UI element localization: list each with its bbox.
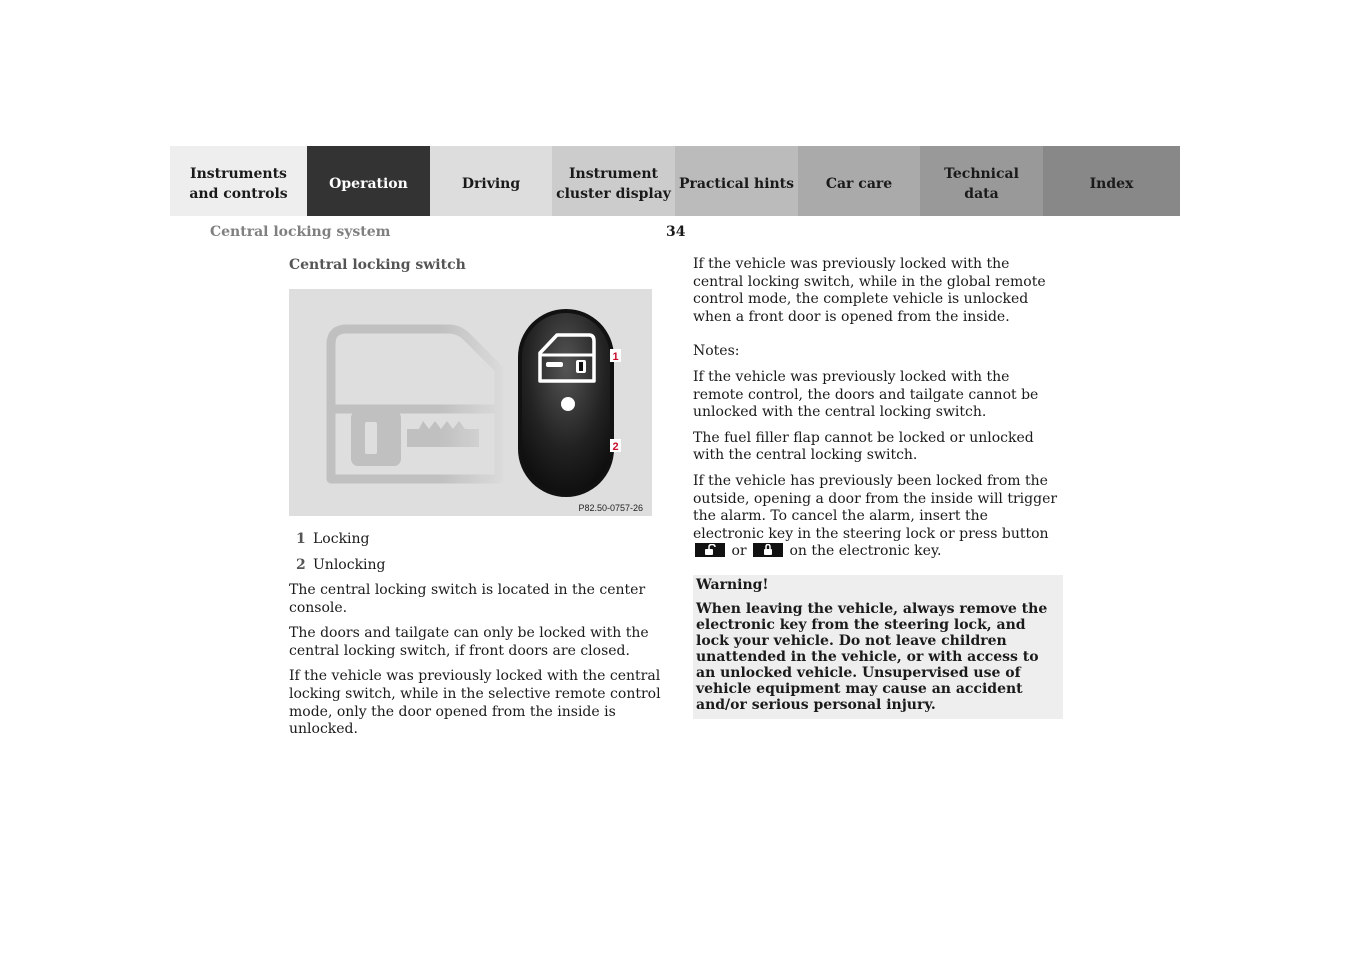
body-paragraph: If the vehicle was previously locked with the central locking switch, while in the selective remote control mode, only the door opened from the inside is unlocked.: [289, 668, 661, 738]
body-paragraph: If the vehicle was previously locked with the central locking switch, while in the global remote control mode, the complete vehicle is unlocked when a front door is opened from the inside.: [693, 256, 1046, 325]
tab-label: Driving: [461, 176, 521, 192]
note-text: or: [731, 543, 747, 560]
callout-2-icon: [610, 439, 621, 453]
figure-legend: [289, 530, 661, 574]
tab-label: Car care: [825, 176, 893, 192]
body-paragraph: The central locking switch is located in the center console.: [289, 582, 646, 616]
tab-label: Practical hints: [678, 176, 795, 192]
switch-button-icon: [518, 309, 614, 497]
warning-box: [693, 575, 1063, 719]
tab-practical-hints[interactable]: [675, 146, 798, 216]
note-text: on the electronic key.: [789, 543, 942, 560]
section-title: Central locking system: [210, 224, 391, 240]
tab-technical-data[interactable]: [920, 146, 1043, 216]
tab-car-care[interactable]: [798, 146, 920, 216]
note-paragraph: The fuel filler flap cannot be locked or unlocked with the central locking switch.: [693, 429, 1034, 464]
tab-index[interactable]: [1043, 146, 1180, 216]
warning-title: Warning!: [696, 576, 769, 593]
legend-item: [289, 556, 661, 574]
note-paragraph: [693, 473, 1063, 561]
legend-label: Locking: [313, 531, 370, 547]
right-column: [693, 256, 1063, 719]
central-locking-switch-figure: [289, 289, 652, 516]
legend-label: Unlocking: [313, 557, 386, 573]
tab-label: Instruments and controls: [189, 166, 288, 202]
callout-1-label: 1: [612, 351, 619, 363]
page-number: 34: [666, 224, 686, 240]
switch-illustration: [289, 289, 652, 516]
note-paragraph: If the vehicle was previously locked with the remote control, the doors and tailgate cannot be unlocked with the central locking switch.: [693, 368, 1039, 421]
lock-button-icon: [753, 543, 783, 557]
tab-label: Operation: [329, 176, 408, 192]
callout-1-icon: [610, 349, 621, 363]
note-text: If the vehicle has previously been locked from the outside, opening a door from the inside will trigger the alarm. To cancel the alarm, insert the electronic key in the steering lock or press button: [693, 472, 1058, 542]
warning-text: When leaving the vehicle, always remove the electronic key from the steering lock, and lock your vehicle. Do not leave children unattended in the vehicle, or with access to an unlocked vehicle. Unsupervised use of vehicle equipment may cause an accident and/or serious personal injury.: [696, 600, 1048, 713]
figure-code: P82.50-0757-26: [578, 503, 643, 513]
unlock-button-icon: [695, 543, 725, 557]
tab-label: Instrument cluster display: [556, 166, 671, 202]
legend-item: [289, 530, 661, 548]
legend-number: 2: [296, 557, 306, 573]
tab-instruments-and-controls[interactable]: [170, 146, 307, 216]
section-tabs: [170, 146, 1180, 216]
tab-instrument-cluster-display[interactable]: [552, 146, 675, 216]
notes-label: Notes:: [693, 343, 740, 360]
background-door-icon: [331, 319, 509, 489]
left-column: [289, 256, 661, 747]
tab-operation[interactable]: [307, 146, 430, 216]
subsection-heading: Central locking switch: [289, 257, 466, 273]
body-paragraph: The doors and tailgate can only be locked with the central locking switch, if front doors are closed.: [289, 625, 649, 659]
callout-2-label: 2: [612, 441, 619, 453]
switch-center-dot: [561, 397, 575, 411]
legend-number: 1: [296, 531, 306, 547]
tab-driving[interactable]: [430, 146, 552, 216]
tab-label: Technical data: [944, 166, 1019, 202]
tab-label: Index: [1089, 176, 1134, 192]
